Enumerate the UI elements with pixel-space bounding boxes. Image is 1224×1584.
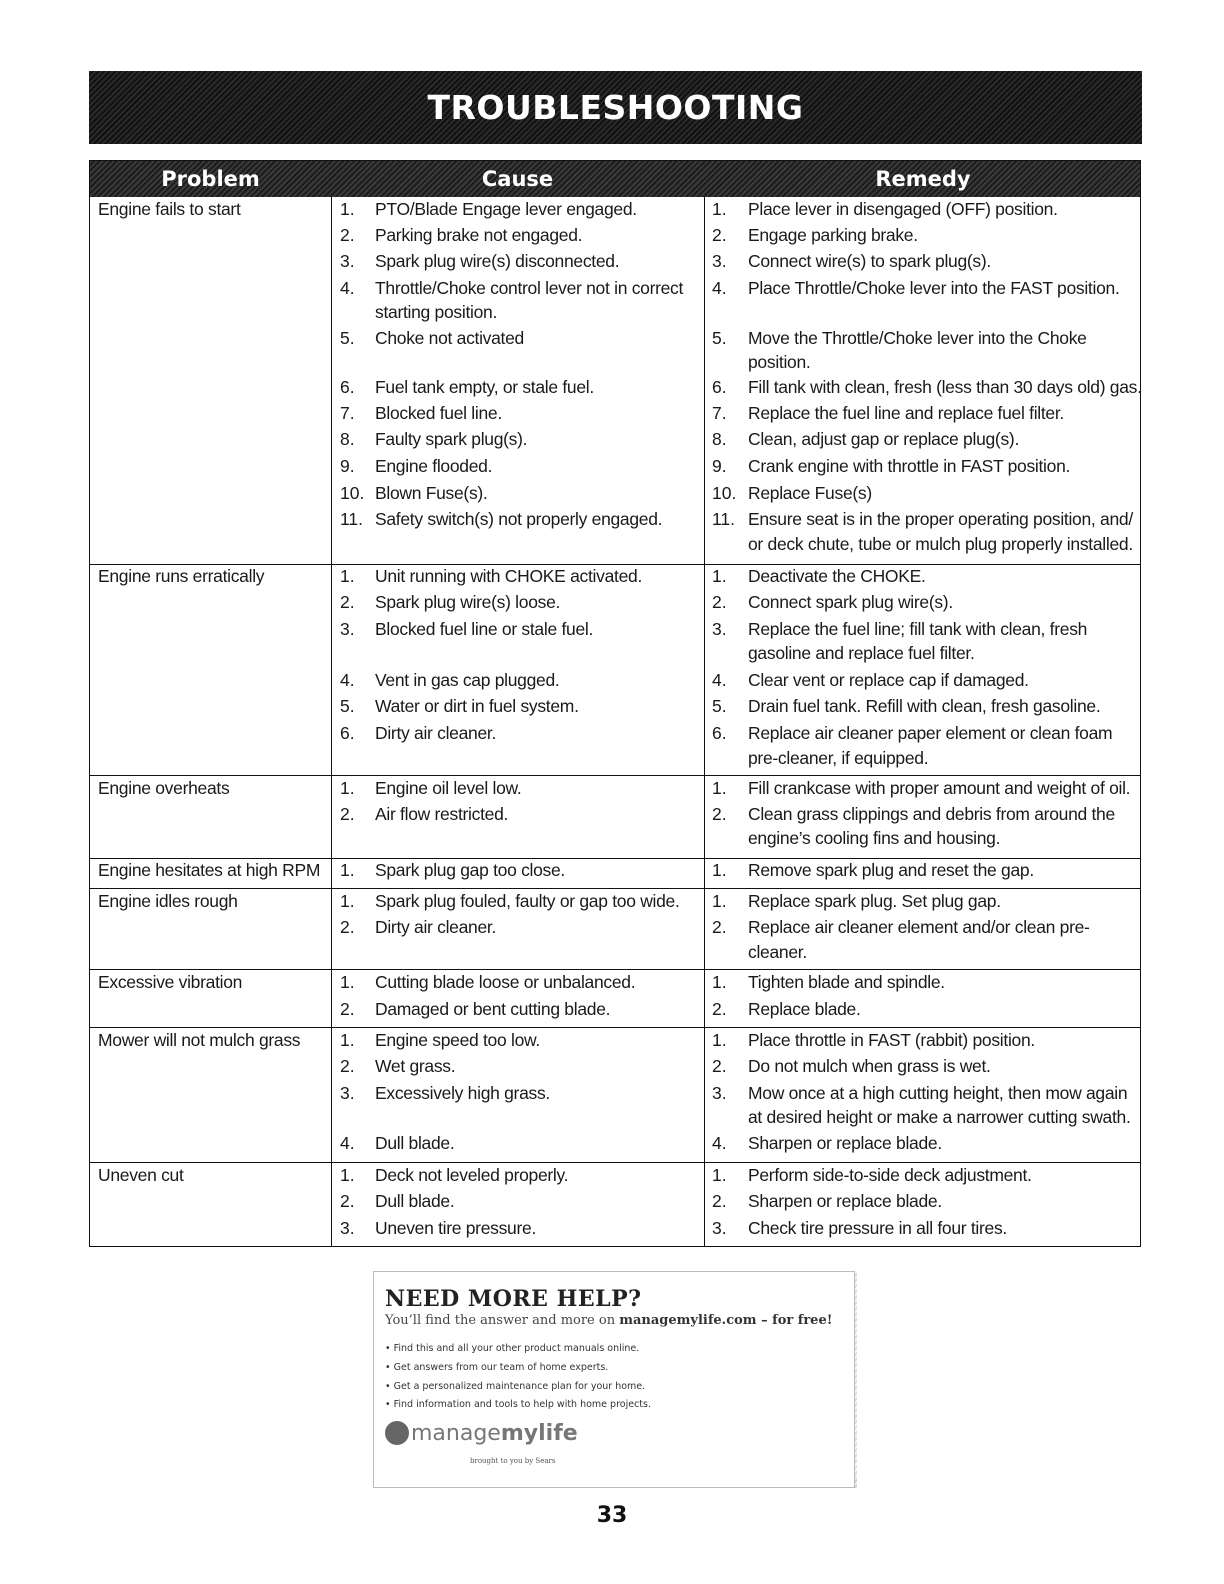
remedy-text: Replace Fuse(s) — [748, 483, 872, 503]
cause-text: Blocked fuel line or stale fuel. — [375, 619, 594, 639]
header-remedy: Remedy — [875, 167, 971, 191]
remedy-text: at desired height or make a narrower cutting swath. — [748, 1107, 1131, 1127]
cause-text: Spark plug wire(s) loose. — [375, 592, 561, 612]
help-link[interactable]: managemylife.com – for free! — [619, 1313, 833, 1328]
problem-cell: Uneven cut — [98, 1165, 184, 1185]
cause-text: Dull blade. — [375, 1133, 455, 1153]
column-divider — [331, 197, 332, 1246]
remedy-number: 3. — [712, 1083, 727, 1103]
remedy-text: Fill tank with clean, fresh (less than 30 days old) gas. — [748, 377, 1142, 397]
remedy-text: Connect wire(s) to spark plug(s). — [748, 251, 991, 271]
brought-by-text: brought to you by Sears — [470, 1457, 556, 1465]
remedy-number: 2. — [712, 1056, 727, 1076]
remedy-number: 1. — [712, 1030, 727, 1050]
remedy-text: Sharpen or replace blade. — [748, 1133, 942, 1153]
remedy-number: 2. — [712, 917, 727, 937]
help-bullet: • Get a personalized maintenance plan for your home. — [385, 1381, 646, 1392]
cause-text: Air flow restricted. — [375, 804, 509, 824]
remedy-number: 1. — [712, 860, 727, 880]
help-bullet: • Find this and all your other product manuals online. — [385, 1343, 640, 1354]
cause-number: 2. — [340, 1056, 355, 1076]
cause-number: 1. — [340, 1165, 355, 1185]
remedy-text: Tighten blade and spindle. — [748, 972, 945, 992]
remedy-text: Crank engine with throttle in FAST position. — [748, 456, 1071, 476]
header-problem: Problem — [161, 167, 260, 191]
logo-globe-icon — [385, 1421, 409, 1445]
remedy-number: 4. — [712, 1133, 727, 1153]
table-header — [90, 161, 1140, 197]
cause-number: 9. — [340, 456, 355, 476]
cause-number: 3. — [340, 1218, 355, 1238]
help-title: NEED MORE HELP? — [385, 1286, 642, 1312]
cause-number: 1. — [340, 891, 355, 911]
problem-cell: Engine fails to start — [98, 199, 241, 219]
cause-number: 3. — [340, 1083, 355, 1103]
remedy-number: 3. — [712, 251, 727, 271]
cause-text: Blown Fuse(s). — [375, 483, 488, 503]
cause-text: Excessively high grass. — [375, 1083, 550, 1103]
remedy-number: 8. — [712, 429, 727, 449]
help-bullet-text: Find this and all your other product manuals online. — [393, 1343, 640, 1354]
cause-number: 7. — [340, 403, 355, 423]
logo-text-b: mylife — [500, 1420, 578, 1446]
managemylife-logo — [385, 1418, 578, 1448]
remedy-number: 9. — [712, 456, 727, 476]
remedy-number: 7. — [712, 403, 727, 423]
remedy-number: 1. — [712, 566, 727, 586]
cause-number: 1. — [340, 778, 355, 798]
cause-text: Spark plug wire(s) disconnected. — [375, 251, 620, 271]
page-title: TROUBLESHOOTING — [427, 88, 804, 127]
remedy-number: 1. — [712, 199, 727, 219]
logo-text — [411, 1421, 578, 1446]
remedy-text: gasoline and replace fuel filter. — [748, 643, 975, 663]
remedy-text: Move the Throttle/Choke lever into the Choke — [748, 328, 1087, 348]
cause-number: 2. — [340, 999, 355, 1019]
cause-text: Engine oil level low. — [375, 778, 522, 798]
help-bullet: • Find information and tools to help with home projects. — [385, 1399, 651, 1410]
cause-text: Fuel tank empty, or stale fuel. — [375, 377, 594, 397]
cause-text: Vent in gas cap plugged. — [375, 670, 560, 690]
cause-text: Choke not activated — [375, 328, 524, 348]
remedy-number: 1. — [712, 1165, 727, 1185]
cause-number: 3. — [340, 619, 355, 639]
remedy-text: Replace the fuel line; fill tank with clean, fresh — [748, 619, 1088, 639]
cause-number: 4. — [340, 1133, 355, 1153]
cause-text: Engine flooded. — [375, 456, 493, 476]
remedy-text: Engage parking brake. — [748, 225, 918, 245]
remedy-number: 1. — [712, 891, 727, 911]
problem-cell: Mower will not mulch grass — [98, 1030, 301, 1050]
remedy-text: Mow once at a high cutting height, then mow again — [748, 1083, 1128, 1103]
help-bullet-text: Get answers from our team of home experts. — [393, 1362, 609, 1373]
problem-cell: Engine idles rough — [98, 891, 238, 911]
cause-number: 1. — [340, 566, 355, 586]
cause-text: Damaged or bent cutting blade. — [375, 999, 611, 1019]
cause-text: Wet grass. — [375, 1056, 456, 1076]
remedy-text: Replace air cleaner paper element or clean foam — [748, 723, 1113, 743]
remedy-text: Place throttle in FAST (rabbit) position. — [748, 1030, 1035, 1050]
help-bullet-text: Find information and tools to help with home projects. — [393, 1399, 651, 1410]
remedy-number: 11. — [712, 509, 736, 529]
cause-text: Uneven tire pressure. — [375, 1218, 537, 1238]
cause-text: Cutting blade loose or unbalanced. — [375, 972, 636, 992]
cause-number: 4. — [340, 670, 355, 690]
cause-text: Dirty air cleaner. — [375, 917, 497, 937]
cause-number: 6. — [340, 377, 355, 397]
cause-number: 2. — [340, 917, 355, 937]
cause-number: 2. — [340, 804, 355, 824]
cause-text: Unit running with CHOKE activated. — [375, 566, 643, 586]
remedy-text: Replace spark plug. Set plug gap. — [748, 891, 1001, 911]
troubleshooting-table — [89, 160, 1141, 1247]
remedy-text: pre-cleaner, if equipped. — [748, 748, 929, 768]
remedy-text: Clear vent or replace cap if damaged. — [748, 670, 1029, 690]
help-bullet-text: Get a personalized maintenance plan for your home. — [393, 1381, 646, 1392]
remedy-text: Clean, adjust gap or replace plug(s). — [748, 429, 1020, 449]
remedy-text: Deactivate the CHOKE. — [748, 566, 926, 586]
cause-number: 11. — [340, 509, 364, 529]
cause-text: Dull blade. — [375, 1191, 455, 1211]
cause-number: 1. — [340, 1030, 355, 1050]
cause-text: starting position. — [375, 302, 498, 322]
cause-number: 2. — [340, 592, 355, 612]
remedy-number: 6. — [712, 723, 727, 743]
remedy-number: 5. — [712, 328, 727, 348]
help-subtitle — [385, 1313, 832, 1328]
remedy-number: 3. — [712, 619, 727, 639]
header-cause: Cause — [481, 167, 554, 191]
cause-number: 1. — [340, 860, 355, 880]
cause-number: 2. — [340, 1191, 355, 1211]
remedy-text: Replace blade. — [748, 999, 861, 1019]
cause-number: 2. — [340, 225, 355, 245]
remedy-number: 2. — [712, 1191, 727, 1211]
remedy-text: Place lever in disengaged (OFF) position. — [748, 199, 1058, 219]
remedy-number: 1. — [712, 778, 727, 798]
cause-text: Water or dirt in fuel system. — [375, 696, 579, 716]
cause-number: 8. — [340, 429, 355, 449]
remedy-text: engine’s cooling fins and housing. — [748, 828, 1001, 848]
cause-number: 5. — [340, 328, 355, 348]
cause-number: 3. — [340, 251, 355, 271]
page-number: 33 — [596, 1503, 628, 1528]
remedy-text: Fill crankcase with proper amount and weight of oil. — [748, 778, 1131, 798]
problem-cell: Excessive vibration — [98, 972, 243, 992]
cause-text: Faulty spark plug(s). — [375, 429, 528, 449]
remedy-number: 2. — [712, 225, 727, 245]
remedy-text: or deck chute, tube or mulch plug properly installed. — [748, 534, 1133, 554]
cause-number: 5. — [340, 696, 355, 716]
problem-cell: Engine overheats — [98, 778, 230, 798]
remedy-number: 6. — [712, 377, 727, 397]
problem-cell: Engine hesitates at high RPM — [98, 860, 321, 880]
cause-text: Parking brake not engaged. — [375, 225, 583, 245]
remedy-text: Remove spark plug and reset the gap. — [748, 860, 1034, 880]
remedy-text: Clean grass clippings and debris from around the — [748, 804, 1115, 824]
cause-text: Spark plug fouled, faulty or gap too wide. — [375, 891, 680, 911]
remedy-text: Do not mulch when grass is wet. — [748, 1056, 991, 1076]
cause-text: Engine speed too low. — [375, 1030, 540, 1050]
remedy-text: Drain fuel tank. Refill with clean, fresh gasoline. — [748, 696, 1101, 716]
remedy-number: 2. — [712, 592, 727, 612]
remedy-text: Connect spark plug wire(s). — [748, 592, 953, 612]
remedy-number: 2. — [712, 804, 727, 824]
remedy-number: 10. — [712, 483, 737, 503]
logo-text-a: manage — [411, 1420, 501, 1446]
cause-text: PTO/Blade Engage lever engaged. — [375, 199, 637, 219]
cause-text: Throttle/Choke control lever not in correct — [375, 278, 684, 298]
cause-text: Deck not leveled properly. — [375, 1165, 569, 1185]
remedy-number: 4. — [712, 670, 727, 690]
problem-cell: Engine runs erratically — [98, 566, 265, 586]
column-divider — [704, 197, 705, 1246]
remedy-number: 4. — [712, 278, 727, 298]
remedy-number: 1. — [712, 972, 727, 992]
remedy-text: cleaner. — [748, 942, 807, 962]
remedy-number: 2. — [712, 999, 727, 1019]
remedy-number: 5. — [712, 696, 727, 716]
cause-number: 6. — [340, 723, 355, 743]
remedy-text: Ensure seat is in the proper operating position, and/ — [748, 509, 1133, 529]
cause-text: Spark plug gap too close. — [375, 860, 565, 880]
remedy-text: Replace air cleaner element and/or clean pre- — [748, 917, 1090, 937]
remedy-text: Perform side-to-side deck adjustment. — [748, 1165, 1032, 1185]
remedy-number: 3. — [712, 1218, 727, 1238]
remedy-text: Place Throttle/Choke lever into the FAST position. — [748, 278, 1120, 298]
cause-number: 10. — [340, 483, 365, 503]
cause-text: Dirty air cleaner. — [375, 723, 497, 743]
help-subtitle-text: You’ll find the answer and more on — [385, 1313, 620, 1328]
cause-number: 1. — [340, 199, 355, 219]
cause-number: 4. — [340, 278, 355, 298]
page-banner — [89, 71, 1142, 144]
help-bullet: • Get answers from our team of home experts. — [385, 1362, 609, 1373]
remedy-text: Sharpen or replace blade. — [748, 1191, 942, 1211]
cause-number: 1. — [340, 972, 355, 992]
cause-text: Safety switch(s) not properly engaged. — [375, 509, 663, 529]
cause-text: Blocked fuel line. — [375, 403, 502, 423]
remedy-text: Check tire pressure in all four tires. — [748, 1218, 1007, 1238]
remedy-text: position. — [748, 352, 811, 372]
remedy-text: Replace the fuel line and replace fuel filter. — [748, 403, 1064, 423]
